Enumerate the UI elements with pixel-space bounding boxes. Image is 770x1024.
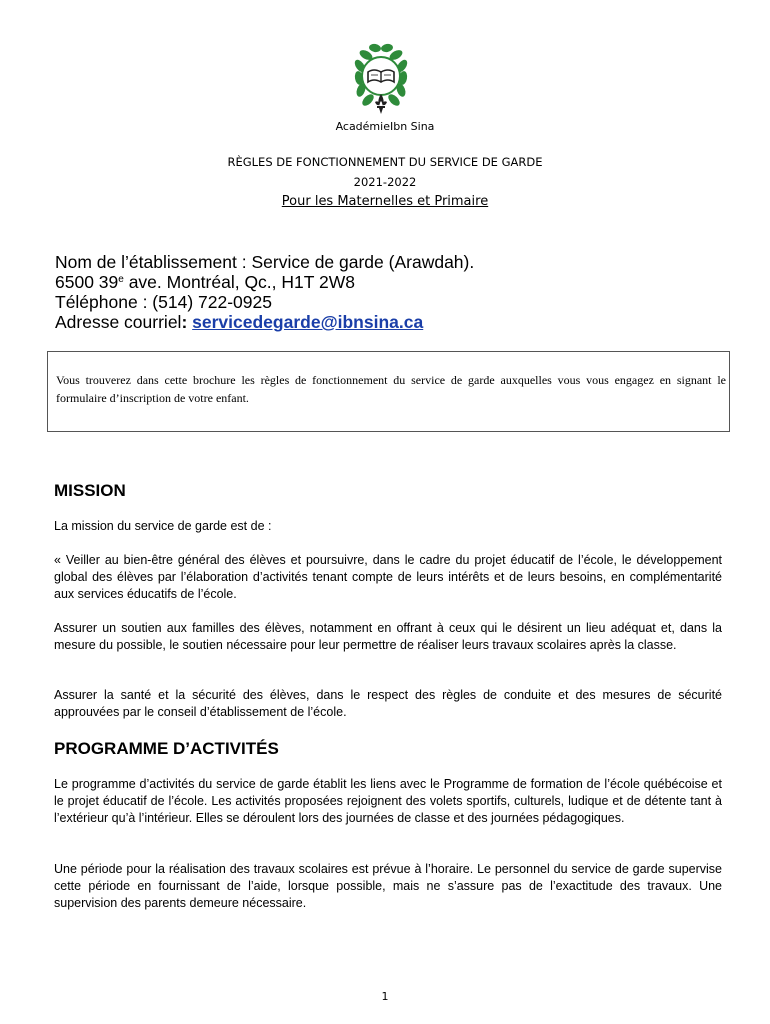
page-number: 1: [381, 990, 389, 1003]
document-title: RÈGLES DE FONCTIONNEMENT DU SERVICE DE GARDE: [227, 155, 543, 169]
intro-box: [47, 351, 730, 432]
address-line: [55, 272, 755, 292]
school-logo-icon: [349, 38, 413, 118]
email-line: [55, 312, 755, 332]
mission-heading: MISSION: [54, 481, 126, 500]
school-year: 2021-2022: [353, 175, 417, 189]
phone-line: Téléphone : (514) 722-0925: [55, 292, 272, 312]
address-superscript: e: [118, 274, 124, 285]
intro-text: Vous trouverez dans cette brochure les règles de fonctionnement du service de garde auxquelles vous vous engagez en signant le formulaire d’inscription de votre enfant.: [56, 373, 726, 405]
document-subtitle: Pour les Maternelles et Primaire: [281, 194, 489, 209]
programme-paragraph-1: Le programme d’activités du service de garde établit les liens avec le Programme de formation de l’école québécoise et le projet éducatif de l’école. Les activités proposées rejoignent des volets sportifs, culturels, ludique et de détente tant à l’extérieur qu’à l’intérieur. Elles se déroulent lors des journées de classe et des journées pédagogiques.: [54, 777, 722, 825]
email-label: Adresse courriel: [55, 312, 182, 332]
establishment-name-line: Nom de l’établissement : Service de garde (Arawdah).: [55, 252, 475, 272]
email-colon: :: [181, 312, 193, 332]
mission-paragraph-2: Assurer un soutien aux familles des élèves, notamment en offrant à ceux qui le désirent un lieu adéquat et, dans la mesure du possible, le soutien nécessaire pour leur permettre de réaliser leurs travaux scolaires après la classe.: [54, 621, 722, 652]
mission-intro: La mission du service de garde est de :: [54, 519, 272, 533]
address-prefix: 6500 39: [55, 272, 119, 292]
programme-paragraph-2: Une période pour la réalisation des travaux scolaires est prévue à l’horaire. Le personnel du service de garde supervise cette période en fournissant de l’aide, lorsque possible, mais ne s’assure pas de l’exactitude des travaux. Une supervision des parents demeure nécessaire.: [54, 862, 722, 910]
address-suffix: ave. Montréal, Qc., H1T 2W8: [123, 272, 355, 292]
email-link[interactable]: servicedegarde@ibnsina.ca: [192, 312, 424, 332]
mission-paragraph-3: Assurer la santé et la sécurité des élèves, dans le respect des règles de conduite et des mesures de sécurité approuvées par le conseil d’établissement de l’école.: [54, 688, 722, 719]
mission-paragraph-1: « Veiller au bien-être général des élèves et poursuivre, dans le cadre du projet éducatif de l’école, le développement global des élèves par l’élaboration d’activités tenant compte de leurs intérêts et de leurs besoins, en complémentarité aux services éducatifs de l’école.: [54, 553, 722, 601]
school-name: AcadémieIbn Sina: [335, 120, 435, 133]
programme-heading: PROGRAMME D’ACTIVITÉS: [54, 739, 279, 758]
